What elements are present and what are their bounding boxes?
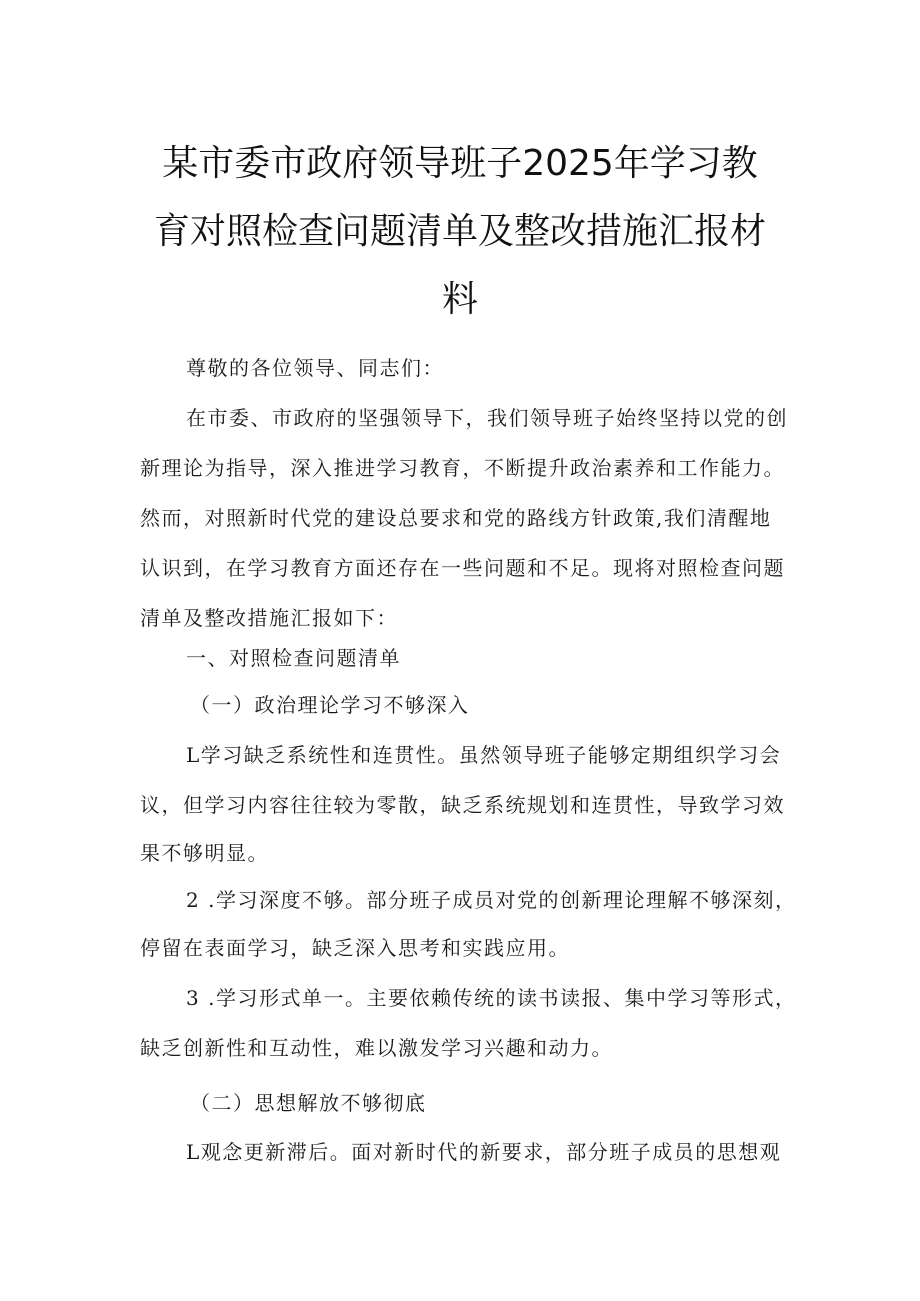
item-3-line-2: 缺乏创新性和互动性，难以激发学习兴趣和动力。 — [140, 1036, 613, 1060]
salutation: 尊敬的各位领导、同志们： — [186, 356, 444, 380]
subsection-heading-1: （一）政治理论学习不够深入 — [190, 693, 470, 717]
section-heading-1: 一、对照检查问题清单 — [186, 646, 401, 670]
title-line-1: 某市委市政府领导班子2025年学习教 — [162, 143, 758, 184]
item-1-line-2: 议，但学习内容往往较为零散，缺乏系统规划和连贯性，导致学习效 — [140, 793, 785, 817]
intro-line-1: 在市委、市政府的坚强领导下，我们领导班子始终坚持以党的创 — [186, 406, 788, 430]
item-1-line-1: L学习缺乏系统性和连贯性。虽然领导班子能够定期组织学习会 — [186, 743, 782, 767]
intro-line-4: 认识到，在学习教育方面还存在一些问题和不足。现将对照检查问题 — [140, 556, 785, 580]
subsection-heading-2: （二）思想解放不够彻底 — [190, 1091, 427, 1115]
title-line-3: 料 — [441, 279, 478, 320]
title-line-2: 育对照检查问题清单及整改措施汇报材 — [153, 211, 766, 252]
item-2-line-2: 停留在表面学习，缺乏深入思考和实践应用。 — [140, 936, 570, 960]
intro-line-3: 然而，对照新时代党的建设总要求和党的路线方针政策,我们清醒地 — [140, 506, 772, 530]
item-2-line-1: 2 .学习深度不够。部分班子成员对党的创新理论理解不够深刻， — [186, 888, 797, 912]
intro-line-5: 清单及整改措施汇报如下： — [140, 606, 398, 630]
item-3-line-1: 3 .学习形式单一。主要依赖传统的读书读报、集中学习等形式， — [186, 986, 797, 1010]
item-1-line-3: 果不够明显。 — [140, 841, 269, 865]
document-title — [140, 130, 780, 334]
intro-line-2: 新理论为指导，深入推进学习教育，不断提升政治素养和工作能力。 — [140, 456, 785, 480]
item-4-line-1: L观念更新滞后。面对新时代的新要求，部分班子成员的思想观 — [186, 1140, 782, 1164]
